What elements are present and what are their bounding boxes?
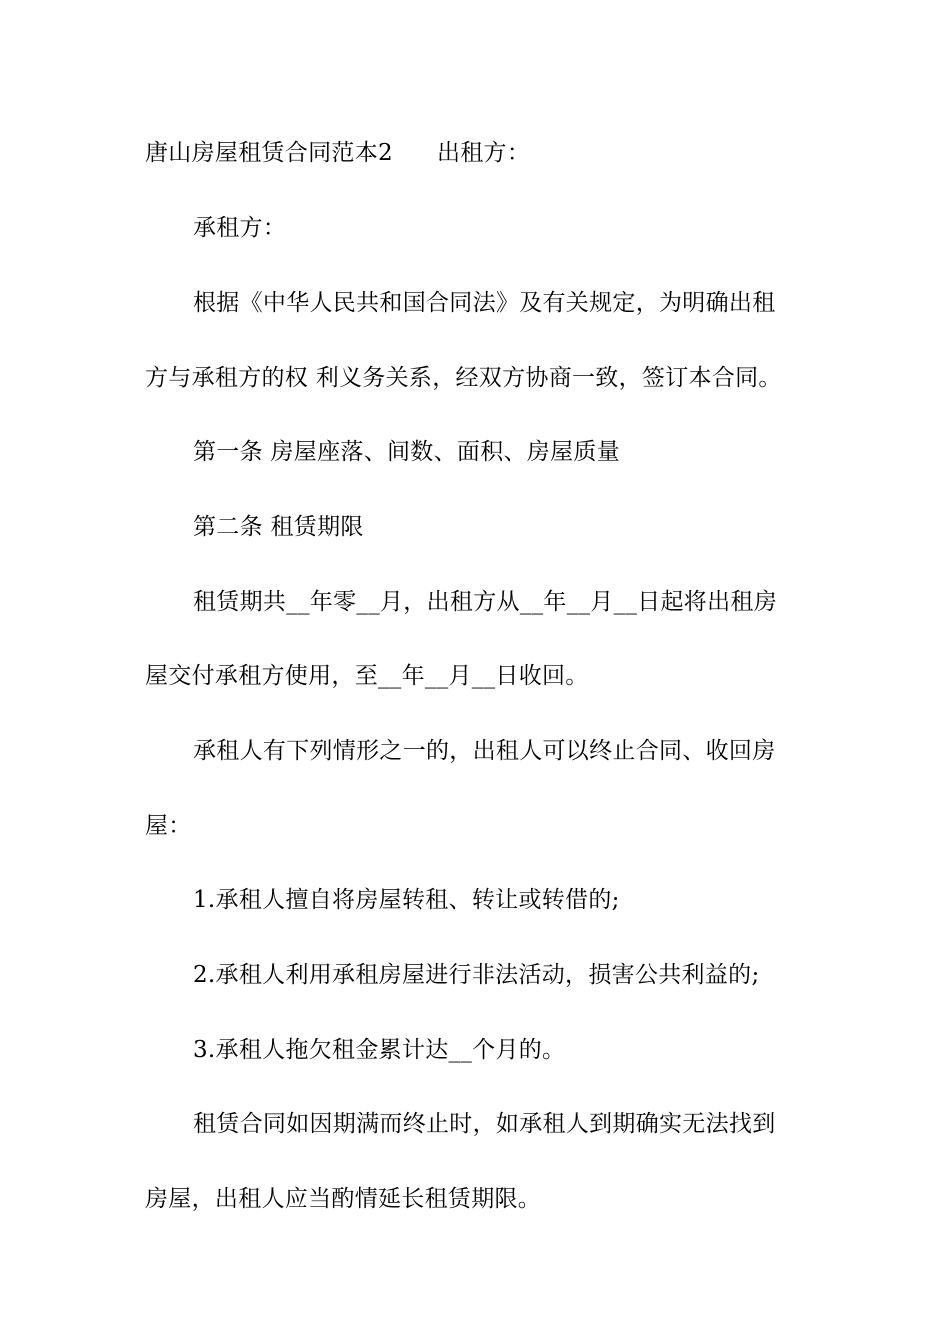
article-heading: 第一条 房屋座落、间数、面积、房屋质量 — [193, 439, 621, 465]
lessee-label: 承租方： — [193, 215, 287, 241]
paragraph-line: 租赁合同如因期满而终止时，如承租人到期确实无法找到 — [193, 1111, 776, 1137]
paragraph-line: 承租人有下列情形之一的，出租人可以终止合同、收回房 — [193, 738, 776, 764]
paragraph-line: 根据《中华人民共和国合同法》及有关规定，为明确出租 — [193, 290, 776, 316]
article-heading: 第二条 租赁期限 — [193, 514, 364, 540]
paragraph-line: 房屋，出租人应当酌情延长租赁期限。 — [145, 1186, 542, 1212]
list-item: 1.承租人擅自将房屋转租、转让或转借的; — [193, 887, 620, 913]
paragraph-line: 屋交付承租方使用，至__年__月__日收回。 — [145, 663, 589, 689]
paragraph-line: 屋： — [145, 813, 192, 839]
list-item: 2.承租人利用承租房屋进行非法活动，损害公共利益的; — [193, 962, 760, 988]
document-title: 唐山房屋租赁合同范本2 — [145, 140, 393, 166]
title-line — [145, 138, 815, 168]
lessor-label: 出租方： — [436, 140, 531, 166]
paragraph-line: 方与承租方的权 利义务关系，经双方协商一致，签订本合同。 — [145, 365, 782, 391]
list-item: 3.承租人拖欠租金累计达__个月的。 — [193, 1037, 566, 1063]
paragraph-line: 租赁期共__年零__月，出租方从__年__月__日起将出租房 — [193, 589, 777, 615]
